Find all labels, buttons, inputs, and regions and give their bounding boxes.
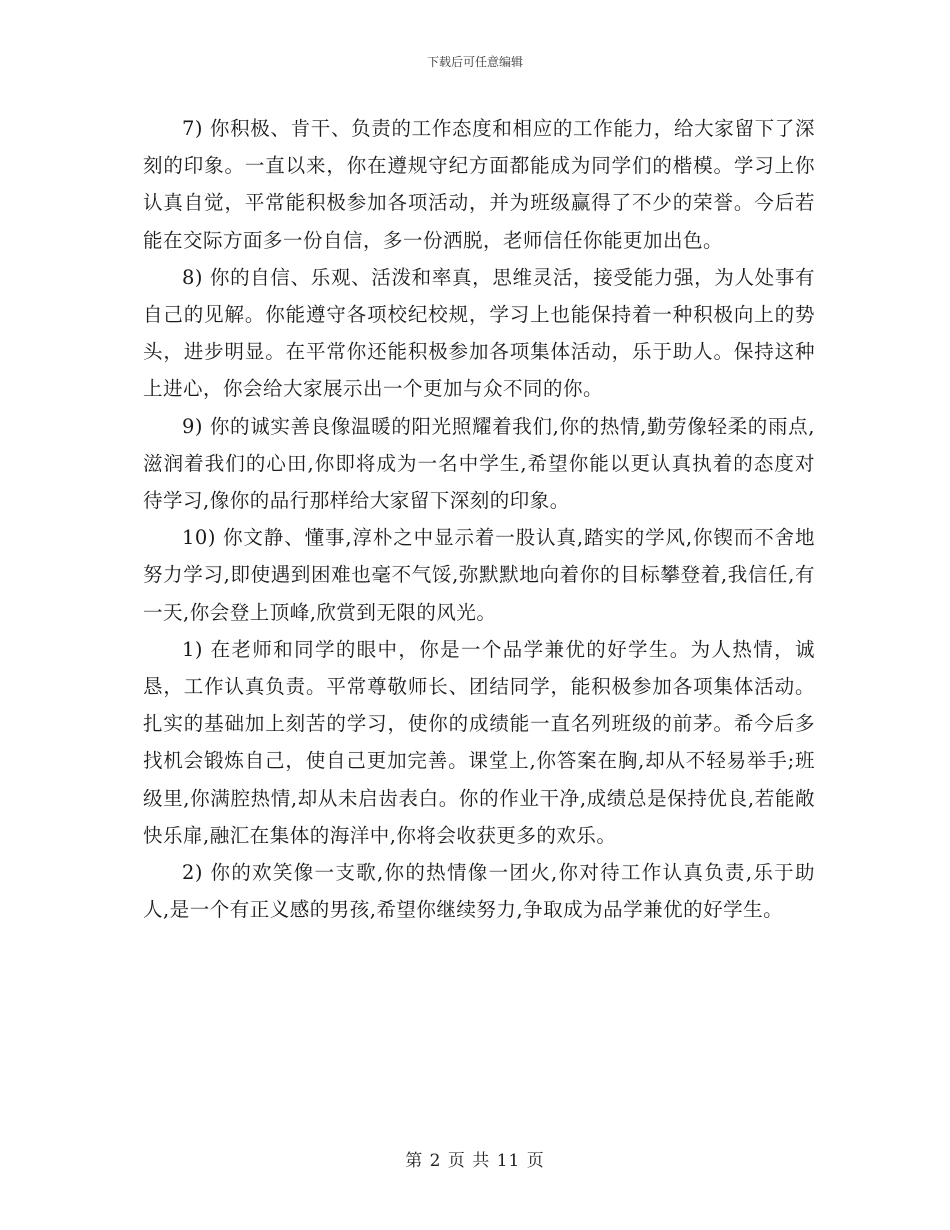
- paragraph-7: 7) 你积极、肯干、负责的工作态度和相应的工作能力，给大家留下了深刻的印象。一直以来，你在遵规守纪方面都能成为同学们的楷模。学习上你认真自觉，平常能积极参加各项活动，并为班级赢得了不少的荣誉。今后若能在交际方面多一份自信，多一份洒脱，老师信任你能更加出色。: [143, 117, 815, 252]
- page-header: 下载后可任意编辑: [426, 55, 523, 69]
- paragraph-1: 1) 在老师和同学的眼中，你是一个品学兼优的好学生。为人热情，诚恳，工作认真负责。平常尊敬师长、团结同学，能积极参加各项集体活动。扎实的基础加上刻苦的学习，使你的成绩能一直名列班级的前茅。希今后多找机会锻炼自己，使自己更加完善。课堂上,你答案在胸,却从不轻易举手;班级里,你满腔热情,却从未启齿表白。你的作业干净,成绩总是保持优良,若能敞快乐扉,融汇在集体的海洋中,你将会收获更多的欢乐。: [143, 637, 815, 847]
- paragraph-2: 2) 你的欢笑像一支歌,你的热情像一团火,你对待工作认真负责,乐于助人,是一个有正义感的男孩,希望你继续努力,争取成为品学兼优的好学生。: [143, 861, 815, 922]
- page-footer: 第 2 页 共 11 页: [405, 1151, 545, 1171]
- paragraph-8: 8) 你的自信、乐观、活泼和率真，思维灵活，接受能力强，为人处事有自己的见解。你能遵守各项校纪校规，学习上也能保持着一种积极向上的势头，进步明显。在平常你还能积极参加各项集体活动，乐于助人。保持这种上进心，你会给大家展示出一个更加与众不同的你。: [143, 265, 815, 401]
- document-body: [143, 110, 815, 928]
- paragraph-9: 9) 你的诚实善良像温暖的阳光照耀着我们,你的热情,勤劳像轻柔的雨点,滋润着我们的心田,你即将成为一名中学生,希望你能以更认真执着的态度对待学习,像你的品行那样给大家留下深刻的印象。: [143, 414, 815, 513]
- paragraph-10: 10) 你文静、懂事,淳朴之中显示着一股认真,踏实的学风,你锲而不舍地努力学习,即使遇到困难也毫不气馁,弥默默地向着你的目标攀登着,我信任,有一天,你会登上顶峰,欣赏到无限的风光。: [143, 526, 815, 624]
